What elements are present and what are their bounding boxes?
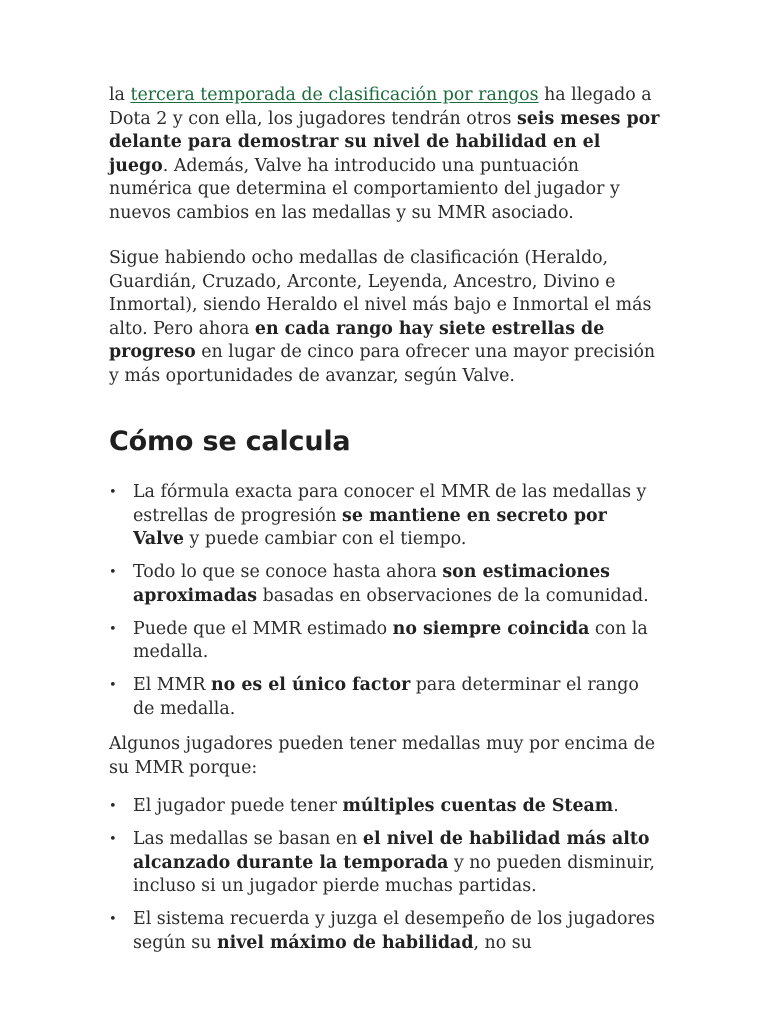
text-span: . bbox=[613, 796, 619, 816]
text-span: Todo lo que se conoce hasta ahora bbox=[133, 562, 443, 582]
list-item bbox=[109, 618, 661, 665]
bold-phrase: no es el único factor bbox=[211, 675, 411, 695]
section-heading: Cómo se calcula bbox=[109, 426, 351, 457]
bold-phrase: el nivel de habilidad más alto alcanzado durante la temporada bbox=[133, 829, 650, 873]
intro-paragraph bbox=[109, 84, 661, 225]
bold-phrase: seis meses por delante para demostrar su nivel de habilidad en el juego bbox=[109, 108, 660, 176]
bullet-icon: • bbox=[109, 912, 117, 927]
text-span: Sigue habiendo ocho medallas de clasificación (Heraldo, Guardián, Cruzado, Arconte, Leyenda, Ancestro, Divino e Inmortal), siendo Heraldo el nivel más bajo e Inmortal el más alto. Pero ahora bbox=[109, 248, 652, 339]
bullet-icon: • bbox=[109, 678, 117, 693]
list-item bbox=[109, 828, 661, 899]
text-span: El sistema recuerda y juzga el desempeño de los jugadores según su bbox=[133, 909, 655, 953]
list-item bbox=[109, 795, 661, 819]
bullet-icon: • bbox=[109, 621, 117, 637]
text-span: y puede cambiar con el tiempo. bbox=[183, 529, 467, 549]
bold-phrase: nivel máximo de habilidad bbox=[216, 932, 474, 953]
text-span: La fórmula exacta para conocer el MMR de las medallas y estrellas de progresión bbox=[133, 482, 647, 526]
season-link[interactable]: tercera temporada de clasificación por rangos bbox=[130, 85, 539, 105]
bold-phrase: se mantiene en secreto por Valve bbox=[133, 505, 607, 549]
reasons-intro: Algunos jugadores pueden tener medallas muy por encima de su MMR porque: bbox=[109, 734, 656, 778]
text-span: la bbox=[109, 85, 131, 105]
calculation-list bbox=[109, 481, 661, 721]
text-span: y no pueden disminuir, incluso si un jugador pierde muchas partidas. bbox=[133, 852, 655, 896]
text-span: Puede que el MMR estimado bbox=[133, 618, 393, 639]
bullet-icon: • bbox=[109, 799, 117, 814]
text-span: ha llegado a Dota 2 y con ella, los jugadores tendrán otros bbox=[109, 85, 652, 129]
text-span: . Además, Valve ha introducido una puntuación numérica que determina el comportamiento del jugador y nuevos cambios en las medallas y su MMR asociado. bbox=[109, 155, 620, 223]
bullet-icon: • bbox=[109, 565, 117, 580]
reasons-list bbox=[109, 795, 661, 955]
list-item bbox=[109, 561, 661, 608]
bold-phrase: no siempre coincida bbox=[392, 618, 590, 639]
article-body bbox=[109, 84, 661, 965]
text-span: El MMR bbox=[133, 675, 212, 695]
medals-paragraph bbox=[109, 247, 661, 388]
list-item bbox=[109, 908, 661, 955]
bold-phrase: en cada rango hay siete estrellas de progreso bbox=[109, 318, 605, 362]
text-span: basadas en observaciones de la comunidad. bbox=[257, 585, 649, 606]
list-item bbox=[109, 674, 661, 721]
bold-phrase: son estimaciones aproximadas bbox=[133, 562, 610, 606]
text-span: El jugador puede tener bbox=[133, 796, 343, 816]
text-span: , no su bbox=[473, 932, 532, 953]
bullet-icon: • bbox=[109, 832, 117, 847]
bullet-icon: • bbox=[109, 485, 117, 500]
text-span: para determinar el rango de medalla. bbox=[133, 675, 639, 719]
bold-phrase: múltiples cuentas de Steam bbox=[342, 796, 614, 816]
list-item bbox=[109, 481, 661, 552]
text-span: en lugar de cinco para ofrecer una mayor precisión y más oportunidades de avanzar, según Valve. bbox=[109, 342, 656, 386]
text-span: Las medallas se basan en bbox=[133, 829, 363, 849]
text-span: con la medalla. bbox=[133, 618, 648, 662]
